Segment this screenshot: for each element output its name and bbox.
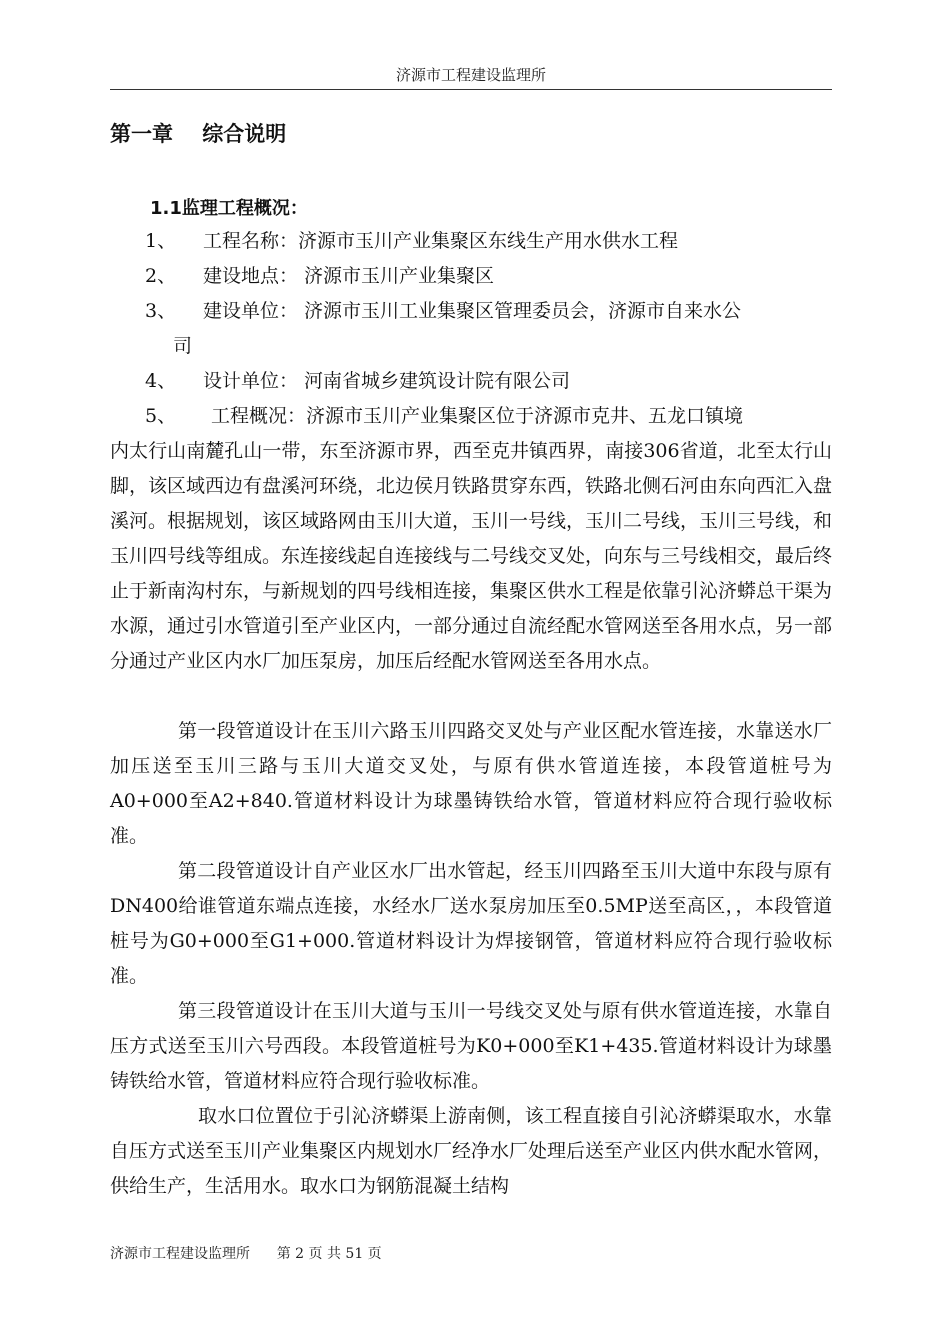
chapter-title: 第一章 综合说明 [110,122,287,146]
list-item [145,399,743,434]
list-item [145,364,570,399]
item-text: 建设单位： 济源市玉川工业集聚区管理委员会，济源市自来水公 [203,300,742,322]
header-rule [110,89,832,90]
list-item [145,224,678,259]
item-number: 2、 [145,265,177,287]
list-item [145,259,494,294]
paragraph-segment-1: 第一段管道设计在玉川六路玉川四路交叉处与产业区配水管连接，水靠送水厂加压送至玉川三路与玉川大道交叉处，与原有供水管道连接，本段管道桩号为A0+000至A2+840.管道材料设计为球墨铸铁给水管，管道材料应符合现行验收标准。 [110,720,832,847]
page-footer [110,1243,382,1263]
footer-page-number: 第 2 页 共 51 页 [276,1246,382,1262]
item-continuation: 司 [173,335,193,357]
paragraph-segment-3: 第三段管道设计在玉川大道与玉川一号线交叉处与原有供水管道连接，水靠自压方式送至玉川六号西段。本段管道桩号为K0+000至K1+435.管道材料设计为球墨铸铁给水管，管道材料应符合现行验收标准。 [110,1000,832,1092]
section-title: 1.1监理工程概况： [150,198,308,219]
paragraph-segment-2: 第二段管道设计自产业区水厂出水管起，经玉川四路至玉川大道中东段与原有DN400给谁管道东端点连接，水经水厂送水泵房加压至0.5MP送至高区，，本段管道桩号为G0+000至G1+000.管道材料设计为焊接钢管，管道材料应符合现行验收标准。 [110,860,832,987]
list-item [145,294,833,364]
paragraph-intake: 取水口位置位于引沁济蟒渠上游南侧，该工程直接自引沁济蟒渠取水，水靠自压方式送至玉川产业集聚区内规划水厂经净水厂处理后送至产业区内供水配水管网，供给生产，生活用水。取水口为钢筋混凝土结构 [110,1105,833,1197]
item-number: 1、 [145,230,177,252]
item-number: 3、 [145,300,177,322]
item-text: 设计单位： 河南省城乡建筑设计院有限公司 [203,370,571,392]
page-header: 济源市工程建设监理所 [395,66,546,84]
paragraph-overview: 内太行山南麓孔山一带，东至济源市界，西至克井镇西界，南接306省道，北至太行山脚，该区域西边有盘溪河环绕，北边侯月铁路贯穿东西，铁路北侧石河由东向西汇入盘溪河。根据规划，该区域路网由玉川大道，玉川一号线，玉川二号线，玉川三号线，和玉川四号线等组成。东连接线起自连接线与二号线交叉处，向东与三号线相交，最后终止于新南沟村东，与新规划的四号线相连接，集聚区供水工程是依靠引沁济蟒总干渠为水源，通过引水管道引至产业区内，一部分通过自流经配水管网送至各用水点，另一部分通过产业区内水厂加压泵房，加压后经配水管网送至各用水点。 [110,440,833,672]
item-text: 工程概况：济源市玉川产业集聚区位于济源市克井、五龙口镇境 [211,405,744,427]
item-number: 4、 [145,370,177,392]
item-text: 工程名称：济源市玉川产业集聚区东线生产用水供水工程 [203,230,679,252]
item-number: 5、 [145,405,177,427]
item-text: 建设地点： 济源市玉川产业集聚区 [203,265,495,287]
footer-org: 济源市工程建设监理所 [110,1246,250,1262]
